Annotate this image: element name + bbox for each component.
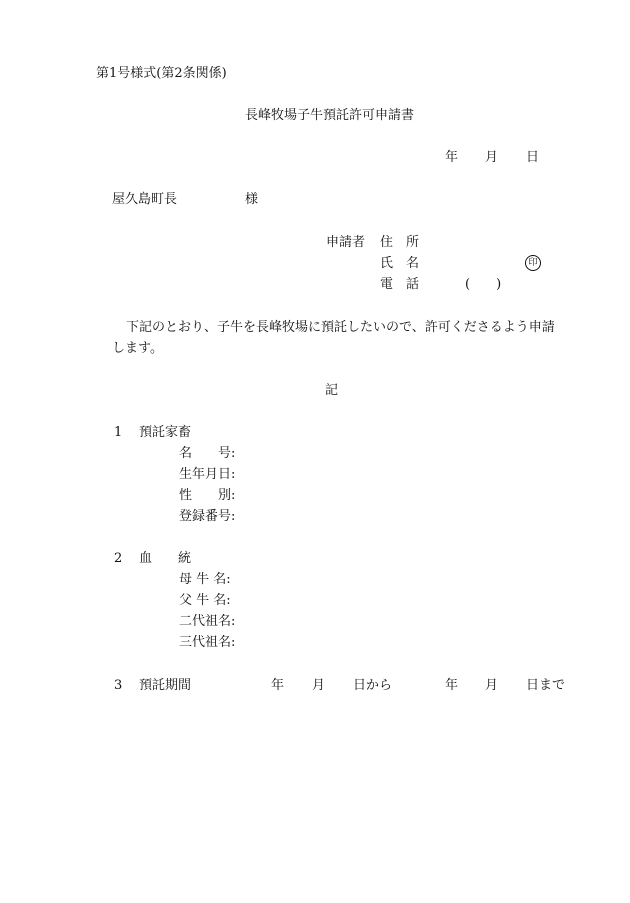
period-to-month: 月 [485, 678, 499, 693]
section2-field-sire: 父 牛 名: [179, 593, 231, 608]
form-number: 第1号様式(第2条関係) [96, 66, 227, 81]
period-from-month: 月 [312, 678, 326, 693]
section1-title: 預託家畜 [139, 425, 192, 440]
section2-number: 2 [114, 551, 123, 566]
date-month-label: 月 [485, 150, 499, 165]
applicant-phone-parens: ( ) [465, 277, 502, 292]
section1-field-registration: 登録番号: [179, 509, 236, 524]
section2-title: 血 統 [139, 551, 192, 566]
body-text-line1: 下記のとおり、子牛を長峰牧場に預託したいので、許可くださるよう申請 [126, 320, 555, 335]
section2-field-second-ancestor: 二代祖名: [179, 614, 236, 629]
body-text-line2: します。 [112, 341, 163, 356]
addressee-honorific: 様 [245, 192, 259, 207]
section1-field-birthdate: 生年月日: [179, 467, 236, 482]
period-from-day: 日から [353, 678, 393, 693]
ki-heading: 記 [325, 383, 339, 398]
section2-field-third-ancestor: 三代祖名: [179, 635, 236, 650]
date-day-label: 日 [526, 150, 540, 165]
applicant-label: 申請者 [326, 235, 366, 250]
applicant-phone-label: 電 話 [380, 277, 420, 292]
section3-title: 預託期間 [139, 678, 192, 693]
period-to-day: 日まで [526, 678, 566, 693]
section3-number: 3 [114, 678, 123, 693]
applicant-name-label: 氏 名 [380, 256, 420, 271]
period-from-year: 年 [271, 678, 285, 693]
date-year-label: 年 [445, 150, 459, 165]
period-to-year: 年 [445, 678, 459, 693]
document-title: 長峰牧場子牛預託許可申請書 [245, 108, 415, 123]
section1-number: 1 [114, 425, 123, 440]
applicant-address-label: 住 所 [380, 235, 420, 250]
seal-mark: 印 [525, 255, 541, 271]
addressee-name: 屋久島町長 [112, 192, 178, 207]
section2-field-dam: 母 牛 名: [179, 572, 231, 587]
section1-field-sex: 性 別: [179, 488, 236, 503]
section1-field-name: 名 号: [179, 446, 236, 461]
